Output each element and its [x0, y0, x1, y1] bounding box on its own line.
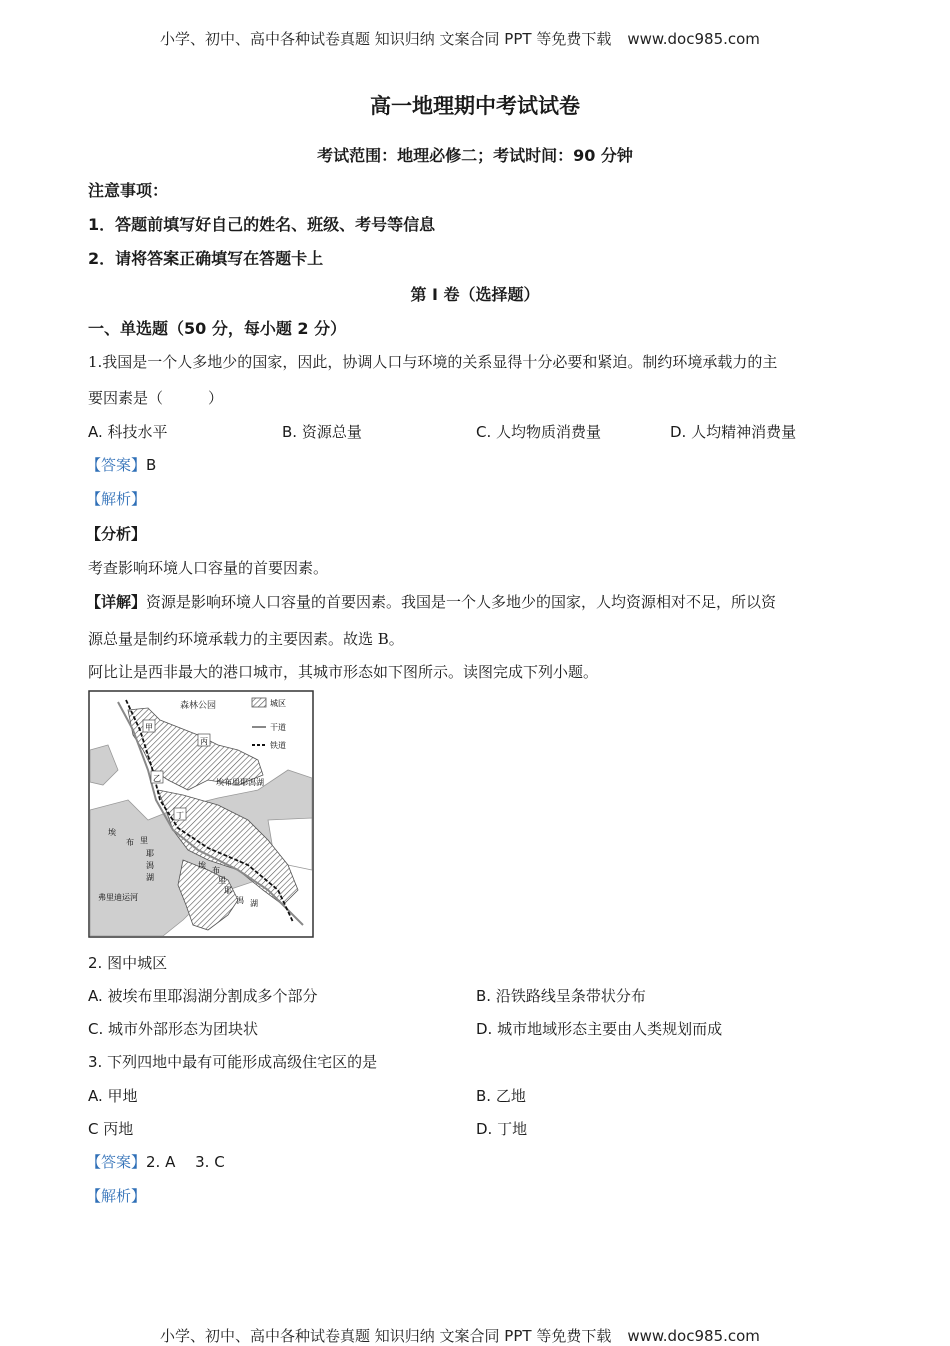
legend-urban-label: 城区 [270, 699, 286, 708]
point-ding: 丁 [176, 811, 184, 820]
q3-stem: 3. 下列四地中最有可能形成高级住宅区的是 [88, 1053, 378, 1071]
detail-line1 [86, 591, 776, 612]
lagoon-w-char: 布 [126, 838, 134, 847]
jiexi-tag: 【解析】 [86, 490, 147, 508]
fenxi-tag: 【分析】 [86, 525, 147, 543]
q3-option-d: D. 丁地 [476, 1120, 528, 1138]
q1-option-a: A. 科技水平 [88, 423, 168, 441]
canal-label: 弗里迪运河 [98, 893, 138, 902]
q1-option-c: C. 人均物质消费量 [476, 423, 602, 441]
q1-option-b: B. 资源总量 [282, 423, 362, 441]
detail-text: 资源是影响环境人口容量的首要因素。我国是一个人多地少的国家，人均资源相对不足，所以资 [146, 593, 777, 611]
q23-answer [86, 1151, 225, 1172]
notice-item: 1．答题前填写好自己的姓名、班级、考号等信息 [88, 215, 436, 234]
q2-option-b: B. 沿铁路线呈条带状分布 [476, 987, 646, 1005]
volume-title: 第 I 卷（选择题） [410, 285, 540, 304]
q1-stem-line2: 要因素是（ ） [88, 389, 224, 407]
page-title: 高一地理期中考试试卷 [370, 94, 580, 118]
point-bing: 丙 [200, 737, 208, 746]
q2-option-a: A. 被埃布里耶潟湖分割成多个部分 [88, 987, 318, 1005]
exam-scope: 考试范围：地理必修二；考试时间：90 分钟 [317, 146, 633, 165]
lagoon-s-char: 埃 [198, 861, 206, 870]
fenxi-text: 考查影响环境人口容量的首要因素。 [88, 559, 329, 577]
legend-road-label: 干道 [270, 723, 286, 732]
lagoon-s-char: 湖 [250, 899, 258, 908]
passage-intro: 阿比让是西非最大的港口城市，其城市形态如下图所示。读图完成下列小题。 [88, 663, 599, 681]
q3-option-b: B. 乙地 [476, 1087, 526, 1105]
lagoon-w-char: 耶 [146, 849, 154, 858]
abidjan-map [88, 690, 314, 938]
legend-urban-swatch [252, 698, 266, 707]
answer-tag: 【答案】 [86, 456, 147, 474]
lagoon-w-char: 潟 [146, 861, 154, 870]
header-text: 小学、初中、高中各种试卷真题 知识归纳 文案合同 PPT 等免费下载 [160, 30, 612, 48]
answer-tag: 【答案】 [86, 1153, 147, 1171]
q2-option-c: C. 城市外部形态为团块状 [88, 1020, 259, 1038]
q1-stem-line1: 1.我国是一个人多地少的国家，因此，协调人口与环境的关系显得十分必要和紧迫。制约环境承载力的主 [88, 353, 778, 371]
q2-option-d: D. 城市地域形态主要由人类规划而成 [476, 1020, 723, 1038]
footer-url[interactable]: www.doc985.com [627, 1327, 760, 1345]
detail-tag: 【详解】 [86, 593, 147, 611]
point-jia: 甲 [145, 723, 153, 732]
lagoon-ne-label: 埃布里耶潟湖 [216, 778, 264, 787]
page-footer [160, 1325, 760, 1346]
detail-line2: 源总量是制约环境承载力的主要因素。故选 B。 [88, 630, 404, 648]
q3-option-c: C 丙地 [88, 1120, 134, 1138]
answer-value: 2. A 3. C [146, 1153, 225, 1171]
lagoon-w-char: 里 [140, 836, 148, 845]
answer-value: B [146, 456, 157, 474]
footer-text: 小学、初中、高中各种试卷真题 知识归纳 文案合同 PPT 等免费下载 [160, 1327, 612, 1345]
q3-option-a: A. 甲地 [88, 1087, 138, 1105]
q2-stem: 2. 图中城区 [88, 954, 168, 972]
header-url[interactable]: www.doc985.com [627, 30, 760, 48]
lagoon-s-char: 耶 [224, 886, 232, 895]
lagoon-w-char: 埃 [108, 828, 116, 837]
legend-rail-label: 铁道 [270, 741, 286, 750]
lagoon-w-char: 湖 [146, 873, 154, 882]
page-header [160, 28, 760, 49]
q1-answer [86, 454, 156, 475]
section-title: 一、单选题（50 分，每小题 2 分） [88, 319, 347, 338]
point-yi: 乙 [153, 774, 161, 783]
notice-heading: 注意事项： [88, 181, 169, 200]
notice-item: 2．请将答案正确填写在答题卡上 [88, 249, 324, 268]
q1-option-d: D. 人均精神消费量 [670, 423, 797, 441]
forest-park-label: 森林公园 [180, 701, 217, 711]
lagoon-s-char: 布 [212, 866, 220, 875]
jiexi-tag: 【解析】 [86, 1187, 147, 1205]
lagoon-s-char: 里 [218, 876, 226, 885]
lagoon-s-char: 潟 [236, 896, 244, 905]
